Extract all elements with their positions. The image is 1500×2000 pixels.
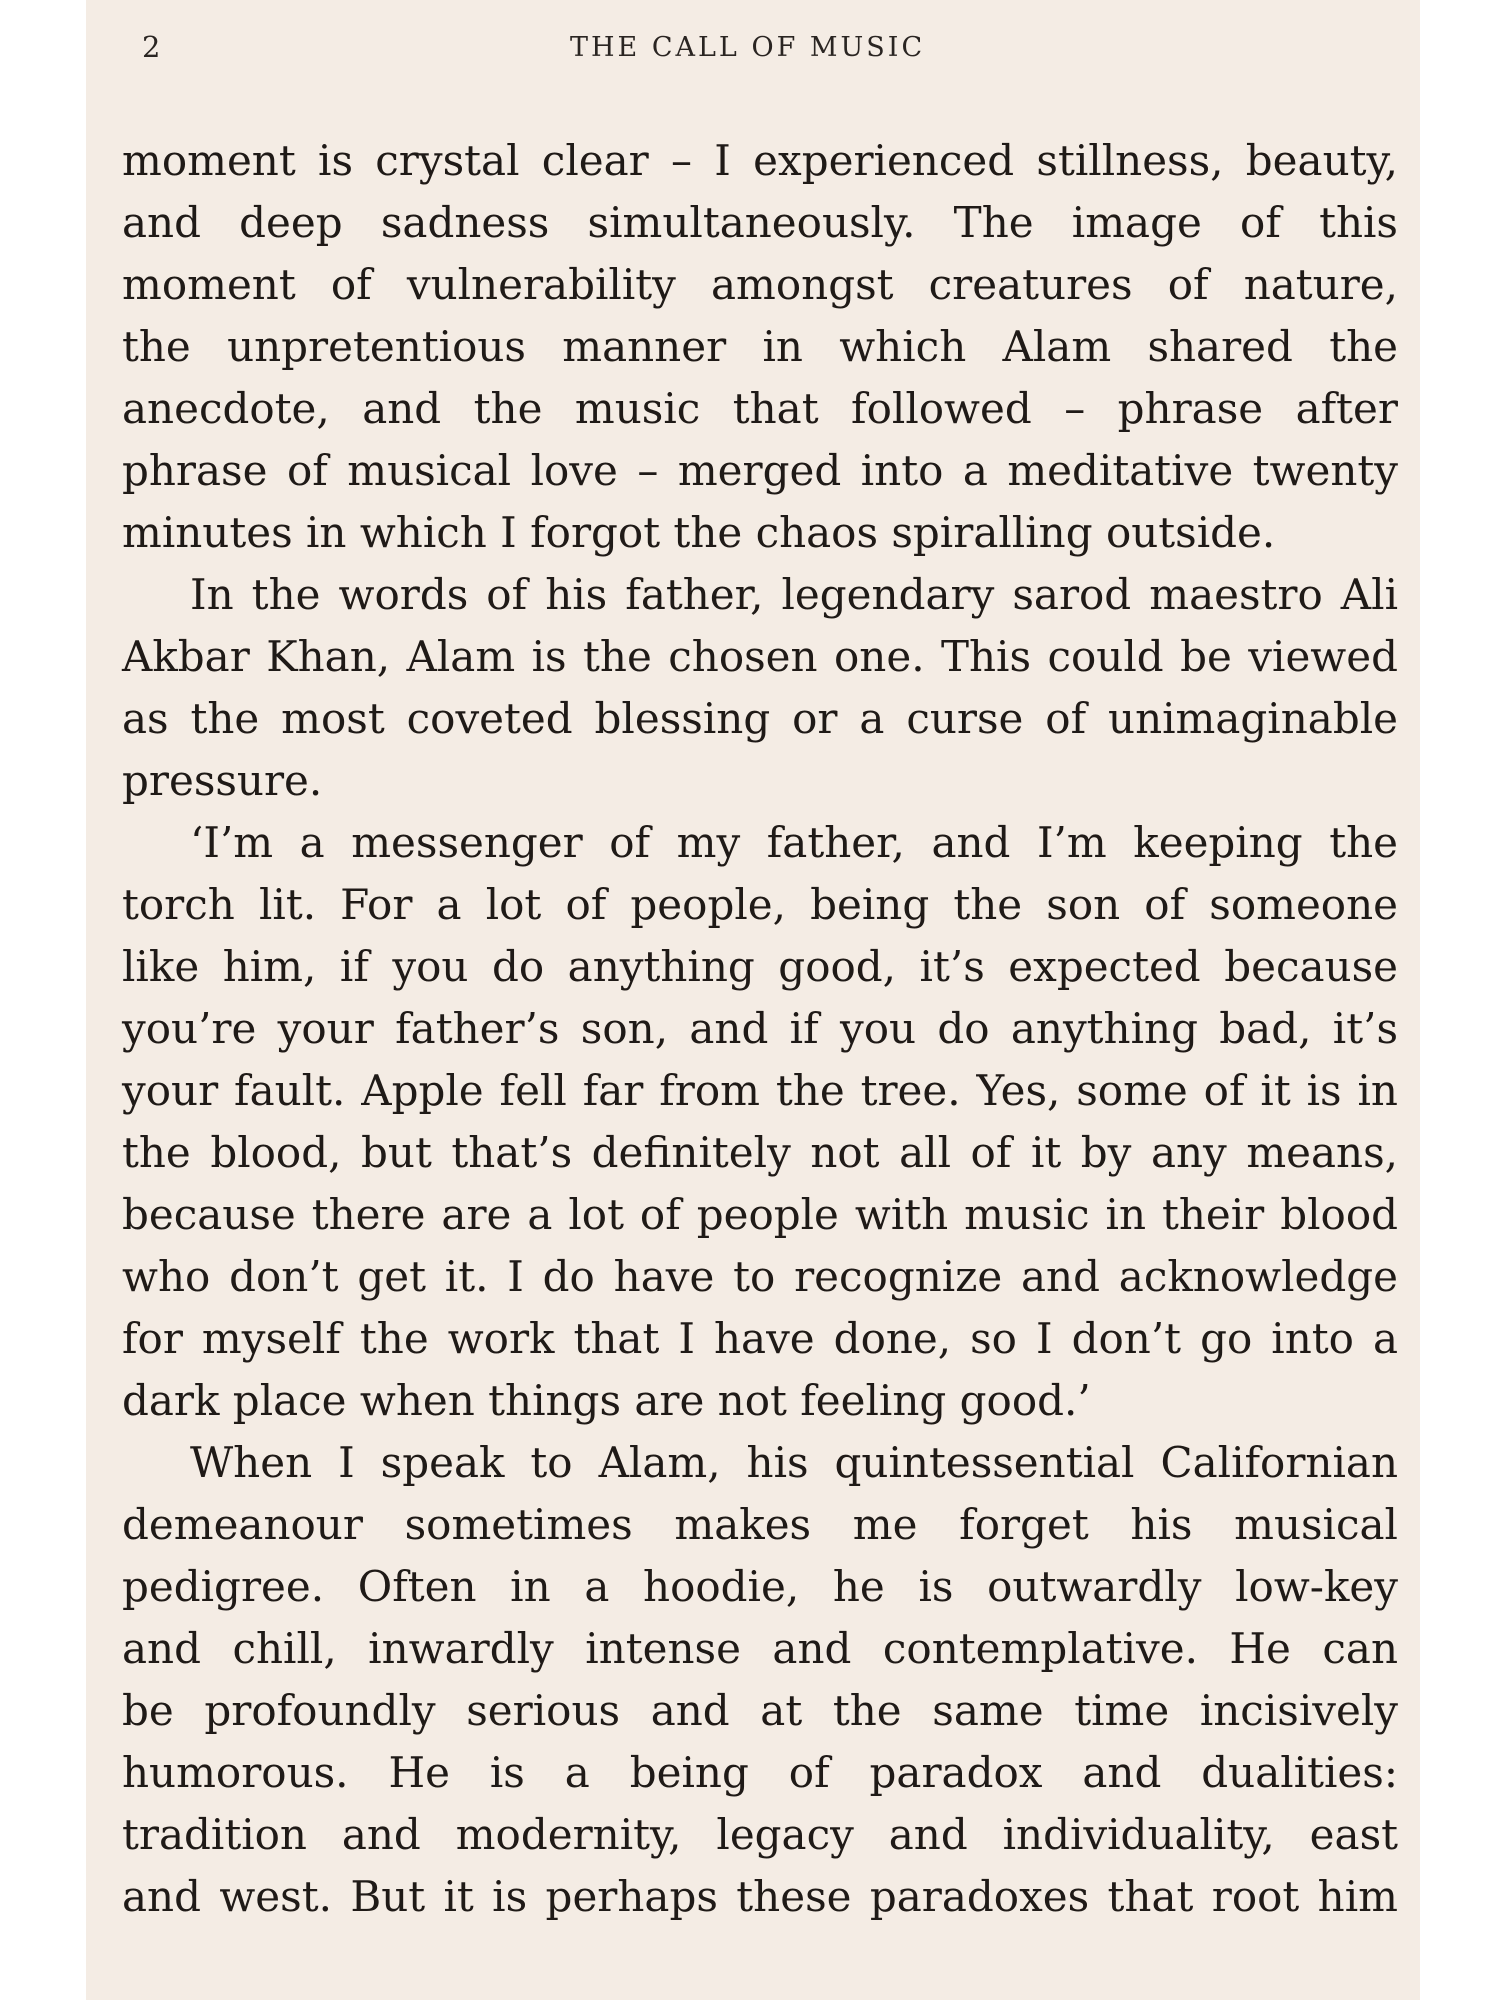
text-line: pedigree. Often in a hoodie, he is outwardly low-key xyxy=(122,1562,1398,1611)
text-line: be profoundly serious and at the same time incisively xyxy=(122,1686,1398,1735)
text-line: for myself the work that I have done, so I don’t go into a xyxy=(122,1314,1398,1363)
text-line: you’re your father’s son, and if you do anything bad, it’s xyxy=(122,1004,1398,1053)
page-number: 2 xyxy=(142,30,161,64)
text-line: pressure. xyxy=(122,756,323,805)
text-line: the unpretentious manner in which Alam shared the xyxy=(122,322,1398,371)
text-line: like him, if you do anything good, it’s expected because xyxy=(122,942,1398,991)
page-header xyxy=(86,30,1420,70)
text-line: ‘I’m a messenger of my father, and I’m keeping the xyxy=(190,818,1398,867)
text-line: and west. But it is perhaps these paradoxes that root him xyxy=(122,1872,1398,1921)
text-line: the blood, but that’s definitely not all of it by any means, xyxy=(122,1128,1398,1177)
text-line: torch lit. For a lot of people, being the son of someone xyxy=(122,880,1398,929)
text-line: as the most coveted blessing or a curse of unimaginable xyxy=(122,694,1398,743)
text-line: moment of vulnerability amongst creatures of nature, xyxy=(122,260,1398,309)
text-line: phrase of musical love – merged into a meditative twenty xyxy=(122,446,1398,495)
text-line: dark place when things are not feeling good.’ xyxy=(122,1376,1091,1425)
text-line: When I speak to Alam, his quintessential Californian xyxy=(190,1438,1398,1487)
text-line: minutes in which I forgot the chaos spiralling outside. xyxy=(122,508,1276,557)
text-line: humorous. He is a being of paradox and dualities: xyxy=(122,1748,1398,1797)
text-line: and deep sadness simultaneously. The image of this xyxy=(122,198,1398,247)
text-line: anecdote, and the music that followed – phrase after xyxy=(122,384,1398,433)
running-head: THE CALL OF MUSIC xyxy=(570,32,926,63)
text-line: In the words of his father, legendary sarod maestro Ali xyxy=(190,570,1398,619)
text-line: who don’t get it. I do have to recognize and acknowledge xyxy=(122,1252,1398,1301)
text-line: Akbar Khan, Alam is the chosen one. This could be viewed xyxy=(122,632,1398,681)
book-page xyxy=(86,0,1420,2000)
text-line: and chill, inwardly intense and contemplative. He can xyxy=(122,1624,1398,1673)
text-line: demeanour sometimes makes me forget his musical xyxy=(122,1500,1398,1549)
text-line: because there are a lot of people with music in their blood xyxy=(122,1190,1398,1239)
text-line: your fault. Apple fell far from the tree. Yes, some of it is in xyxy=(122,1066,1398,1115)
text-line: tradition and modernity, legacy and individuality, east xyxy=(122,1810,1398,1859)
text-line: moment is crystal clear – I experienced stillness, beauty, xyxy=(122,136,1398,185)
